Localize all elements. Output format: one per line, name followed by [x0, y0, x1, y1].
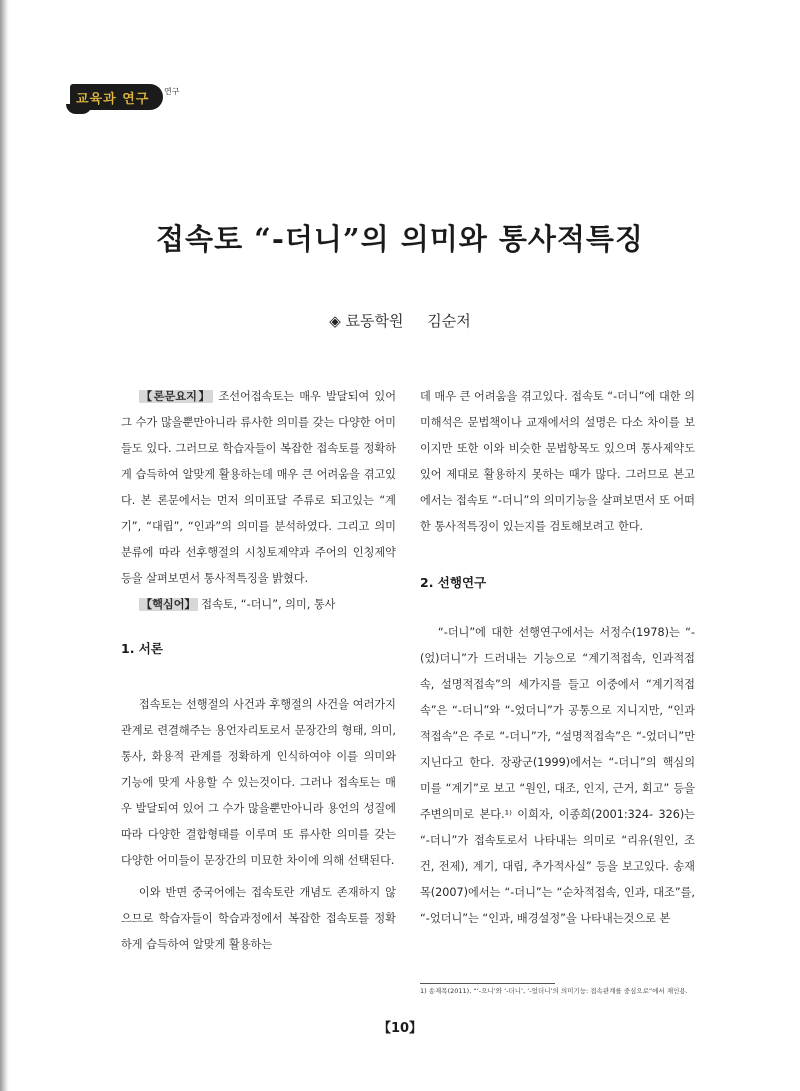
footnote-divider — [420, 983, 555, 984]
prior-research-paragraph: “-더니”에 대한 선행연구에서는 서정수(1978)는 “-(었)더니”가 드러내는 기능으로 “계기적접속, 인과적접속, 설명적접속”의 세가지를 들고 이중에서 “계기적접속”은 “-더니”와 “-었더니”가 공통으로 지니지만, “인과적접속”은 주로 “-더니”가, “설명적접속”은 “-었더니”만 지닌다고 한다. 장광군(1999)에서는 “-더니”의 핵심의미를 “계기”로 보고 “원인, 대조, 인지, 근거, 회고” 등을 주변의미로 본다.¹⁾ 이희자, 이종희(2001:324- 326)는 “-더니”가 접속토로서 나타내는 의미로 “리유(원인, 조건, 전제), 계기, 대립, 추가적사실” 등을 보고있다. 송재목(2007)에서는 “-더니”는 “순차적접속, 인과, 대조”를, “-었더니”는 “인과, 배경설정”을 나타내는것으로 본 — [420, 626, 695, 925]
abstract-label: 【론문요지】 — [140, 390, 212, 403]
section-heading-prior-research: 2. 선행연구 — [420, 575, 487, 590]
abstract-text: 조선어접속토는 매우 발달되여 있어 그 수가 많을뿐만아니라 류사한 의미를 갖는 다양한 어미들도 있다. 그러므로 학습자들이 복잡한 접속토를 정확하게 습득하여 알맞게 활용하는데 매우 큰 어려움을 겪고있다. 본 론문에서는 먼저 의미표달 주류로 되고있는 “계기”, “대립”, “인과”의 의미를 분석하였다. 그리고 의미분류에 따라 선후행절의 시칭토제약과 주어의 인칭제약 등을 살펴보면서 통사적특징을 밝혔다. — [121, 390, 396, 585]
keywords-paragraph — [121, 592, 396, 618]
intro-paragraph-2: 이와 반면 중국어에는 접속토란 개념도 존재하지 않으므로 학습자들이 학습과정에서 복잡한 접속토를 정확하게 습득하여 알맞게 활용하는 — [121, 886, 396, 951]
badge-subtitle: 연구 — [164, 87, 180, 96]
page-number: 【10】 — [377, 1021, 423, 1036]
keywords-text: 접속토, “-더니”, 의미, 통사 — [197, 598, 336, 611]
right-column — [420, 384, 695, 932]
section-heading-introduction: 1. 서론 — [121, 641, 163, 656]
abstract-paragraph — [121, 384, 396, 592]
left-column — [121, 384, 396, 958]
section-badge — [70, 84, 163, 110]
footnote: 1) 송재목(2011), “‘-으니’와 ‘-더니’, ‘-었더니’의 의미기능: 접속관계를 중심으로”에서 재인용. — [420, 987, 688, 995]
keywords-label: 【핵심어】 — [140, 598, 196, 611]
article-title: 접속토 “-더니”의 의미와 통사적특징 — [156, 222, 644, 256]
author-line: ◈ 료동학원 김순저 — [329, 312, 471, 330]
page-edge-shadow — [0, 0, 9, 1091]
intro-paragraph-1: 접속토는 선행절의 사건과 후행절의 사건을 여러가지 관계로 련결해주는 용언자리토로서 문장간의 형태, 의미, 통사, 화용적 관계를 정확하게 인식하여야 이를 의미와 기능에 맞게 사용할 수 있는것이다. 그러나 접속토는 매우 발달되여 있어 그 수가 많을뿐만아니라 용언의 성질에 따라 다양한 결합형태를 이루며 또 류사한 의미를 갖는 다양한 어미들이 문장간의 미묘한 차이에 의해 선택된다. — [121, 698, 396, 867]
badge-text: 교육과 연구 — [76, 91, 150, 107]
intro-paragraph-2-continued: 데 매우 큰 어려움을 겪고있다. 접속토 “-더니”에 대한 의미해석은 문법책이나 교재에서의 설명은 다소 차이를 보이지만 또한 이와 비슷한 문법항목도 있으며 통사제약도 있어 제대로 활용하지 못하는 때가 많다. 그러므로 본고에서는 접속토 “-더니”의 의미기능을 살펴보면서 또 어떠한 통사적특징이 있는지를 검토해보려고 한다. — [420, 390, 695, 533]
